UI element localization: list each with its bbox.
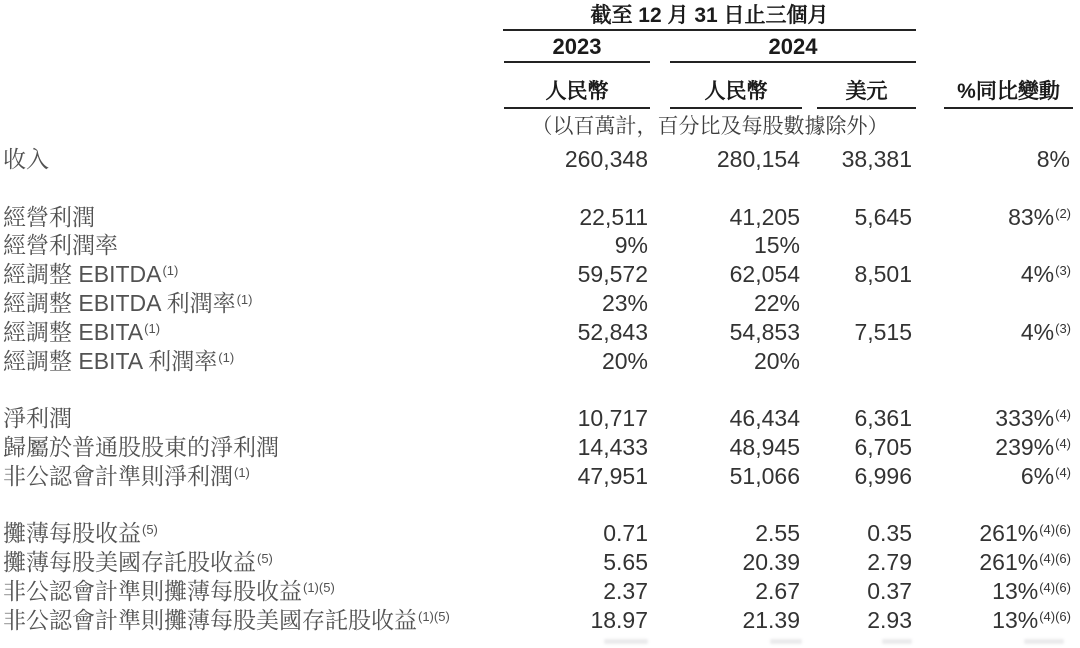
table-row (0, 260, 1080, 289)
value-usd: 6,705 (854, 433, 912, 460)
value-yoy-change (944, 289, 1073, 318)
column-header-rmb-2023: 人民幣 (545, 80, 609, 103)
value-yoy-change (944, 347, 1073, 376)
value-usd: 0.35 (867, 520, 912, 547)
column-rule-usd (817, 107, 916, 109)
value-rmb-2023: 14,433 (577, 433, 648, 460)
value-yoy-change: 4%$^{(3)}$ (1020, 318, 1071, 345)
table-row (0, 231, 1080, 260)
row-label: 經營利潤 (3, 203, 95, 230)
column-header-usd: 美元 (845, 80, 888, 103)
value-rmb-2023: 23% (601, 289, 648, 316)
row-label-footnote: (5) (142, 522, 158, 538)
value-yoy-change: 261%$^{(4)(6)}$ (979, 520, 1071, 547)
value-usd: 6,361 (854, 405, 912, 432)
yoy-footnote: (3) (1055, 263, 1071, 279)
row-label-footnote: (1)(5) (418, 608, 450, 624)
cutoff-next-row-artifact (882, 639, 912, 644)
value-yoy-change: 333%$^{(4)}$ (995, 405, 1071, 432)
value-rmb-2023: 9% (614, 232, 648, 259)
table-row (0, 145, 1080, 174)
value-usd: 38,381 (841, 146, 912, 172)
row-label-footnote: (1)(5) (303, 579, 335, 595)
row-spacer (0, 375, 1080, 404)
value-rmb-2024: 41,205 (729, 203, 800, 230)
value-rmb-2024: 20% (753, 347, 800, 374)
value-yoy-change: 83%$^{(2)}$ (1008, 203, 1071, 230)
value-yoy-change (944, 231, 1073, 260)
row-label: 經營利潤率 (3, 232, 118, 259)
value-yoy-change: 239%$^{(4)}$ (995, 433, 1071, 460)
value-rmb-2023: 260,348 (564, 146, 648, 172)
table-row (0, 347, 1080, 376)
value-usd: 5,645 (854, 203, 912, 230)
yoy-footnote: (4)(6) (1039, 608, 1071, 624)
row-label: 經調整 EBITA 利潤率$^{(1)}$ (3, 347, 235, 374)
value-rmb-2024: 22% (753, 289, 800, 316)
year-header-2024: 2024 (768, 34, 818, 59)
value-usd: 2.93 (867, 606, 912, 633)
row-label: 經調整 EBITDA 利潤率$^{(1)}$ (3, 289, 253, 316)
row-label: 非公認會計準則攤薄每股收益$^{(1)(5)}$ (3, 577, 335, 604)
year-2024-rule (670, 61, 916, 63)
value-rmb-2023: 20% (601, 347, 648, 374)
row-label: 非公認會計準則攤薄每股美國存託股收益$^{(1)(5)}$ (3, 606, 450, 633)
value-usd: 2.79 (867, 549, 912, 576)
table-row (0, 404, 1080, 433)
table-row (0, 289, 1080, 318)
value-rmb-2024: 54,853 (729, 318, 800, 345)
yoy-footnote: (4)(6) (1039, 522, 1071, 538)
value-usd: 7,515 (854, 318, 912, 345)
value-rmb-2024: 48,945 (729, 433, 800, 460)
value-usd (817, 289, 916, 318)
row-label: 非公認會計準則淨利潤$^{(1)}$ (3, 462, 250, 489)
value-yoy-change: 6%$^{(4)}$ (1020, 462, 1071, 489)
row-label-footnote: (1) (218, 349, 235, 365)
row-label: 淨利潤 (3, 405, 72, 432)
yoy-footnote: (4)(6) (1039, 551, 1071, 567)
value-usd (817, 231, 916, 260)
table-row (0, 462, 1080, 491)
year-header-2023: 2023 (552, 34, 602, 59)
yoy-footnote: (2) (1055, 205, 1071, 221)
value-yoy-change: 13%$^{(4)(6)}$ (992, 606, 1071, 633)
column-rule-rmb-2023 (504, 107, 650, 109)
value-rmb-2024: 2.55 (755, 520, 800, 547)
value-rmb-2023: 47,951 (577, 462, 648, 489)
table-row (0, 433, 1080, 462)
row-label: 攤薄每股收益$^{(5)}$ (3, 520, 158, 547)
yoy-footnote: (4) (1055, 464, 1071, 480)
value-rmb-2023: 52,843 (577, 318, 648, 345)
table-row (0, 203, 1080, 232)
value-rmb-2024: 15% (753, 232, 800, 259)
value-rmb-2024: 2.67 (755, 577, 800, 604)
value-yoy-change: 261%$^{(4)(6)}$ (979, 549, 1071, 576)
cutoff-next-row-artifact (1024, 639, 1064, 644)
column-header-rmb-2024: 人民幣 (704, 80, 768, 103)
yoy-footnote: (4) (1055, 407, 1071, 423)
value-yoy-change: 13%$^{(4)(6)}$ (992, 577, 1071, 604)
row-label-footnote: (5) (257, 551, 273, 567)
value-rmb-2023: 0.71 (603, 520, 648, 547)
row-label: 歸屬於普通股股東的淨利潤 (3, 433, 279, 460)
value-yoy-change: 8% (1036, 146, 1070, 172)
table-row (0, 519, 1080, 548)
value-usd: 0.37 (867, 577, 912, 604)
value-rmb-2023: 22,511 (579, 203, 648, 230)
row-label: 經調整 EBITA$^{(1)}$ (3, 318, 161, 345)
value-rmb-2024: 280,154 (716, 146, 800, 172)
row-label-footnote: (1) (234, 464, 250, 480)
table-row (0, 548, 1080, 577)
value-rmb-2023: 18.97 (590, 606, 648, 633)
row-label-footnote: (1) (162, 263, 179, 279)
table-row (0, 577, 1080, 606)
table-row (0, 318, 1080, 347)
table-row (0, 606, 1080, 635)
row-label: 收入 (3, 146, 49, 172)
yoy-footnote: (4) (1055, 435, 1071, 451)
row-label-footnote: (1) (144, 320, 161, 336)
yoy-footnote: (4)(6) (1039, 579, 1071, 595)
value-rmb-2024: 51,066 (729, 462, 800, 489)
value-rmb-2023: 5.65 (603, 549, 648, 576)
column-header-yoy-change: %同比變動 (957, 80, 1060, 103)
year-2023-rule (504, 61, 650, 63)
value-yoy-change: 4%$^{(3)}$ (1020, 261, 1071, 288)
row-label: 經調整 EBITDA$^{(1)}$ (3, 261, 179, 288)
value-rmb-2024: 20.39 (742, 549, 800, 576)
row-spacer (0, 174, 1080, 203)
value-rmb-2024: 21.39 (742, 606, 800, 633)
cutoff-next-row-artifact (604, 639, 648, 644)
period-header-rule (503, 29, 916, 31)
value-rmb-2024: 46,434 (729, 405, 800, 432)
yoy-footnote: (3) (1055, 320, 1071, 336)
column-rule-yoy-change (944, 107, 1073, 109)
value-rmb-2023: 59,572 (577, 261, 648, 288)
unit-note: （以百萬計，百分比及每股數據除外） (531, 115, 889, 138)
row-label: 攤薄每股美國存託股收益$^{(5)}$ (3, 549, 273, 576)
value-rmb-2024: 62,054 (729, 261, 800, 288)
value-usd (817, 347, 916, 376)
row-label-footnote: (1) (236, 291, 253, 307)
table-body (0, 145, 1080, 635)
value-usd: 6,996 (854, 462, 912, 489)
value-rmb-2023: 2.37 (603, 577, 648, 604)
column-rule-rmb-2024 (670, 107, 802, 109)
value-rmb-2023: 10,717 (577, 405, 648, 432)
cutoff-next-row-artifact (770, 639, 802, 644)
period-header: 截至 12 月 31 日止三個月 (590, 4, 829, 27)
row-spacer (0, 491, 1080, 520)
value-usd: 8,501 (854, 261, 912, 288)
